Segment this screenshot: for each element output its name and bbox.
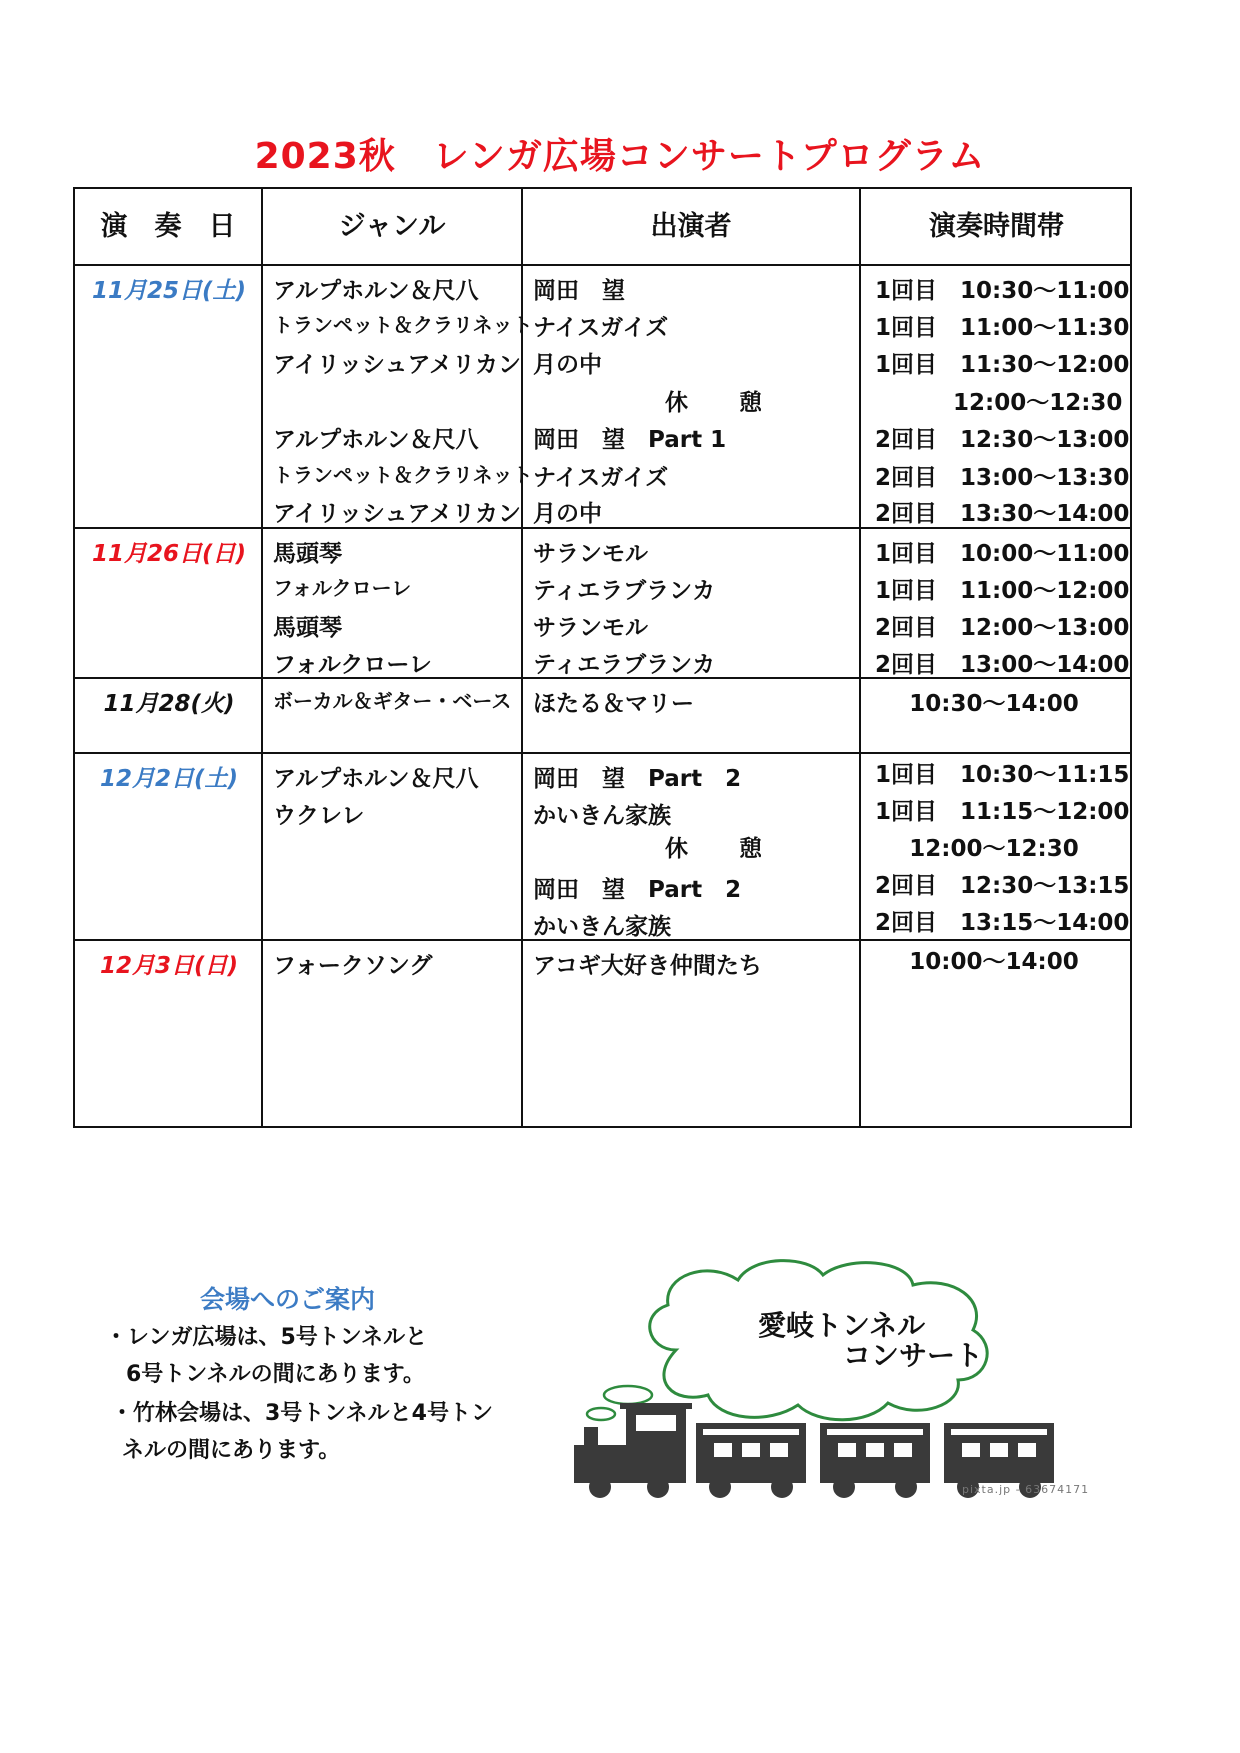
day-section-1203 — [75, 941, 1130, 1126]
date-label: 11月26日(日) — [91, 541, 247, 567]
performer: ナイスガイズ — [533, 315, 669, 341]
day-section-1126 — [75, 529, 1130, 679]
genre: ウクレレ — [273, 803, 365, 829]
performer: ティエラブランカ — [533, 652, 716, 678]
time-slot: 1回目 10:00～11:00 — [875, 541, 1130, 567]
time-slot: 2回目 12:30～13:15 — [875, 873, 1130, 899]
train-car-icon — [820, 1423, 930, 1498]
image-credit: pixta.jp - 63674171 — [962, 1483, 1090, 1496]
time-slot: 12:00～12:30 — [953, 390, 1123, 416]
time-slot: 1回目 11:30～12:00 — [875, 352, 1130, 378]
genre: フォークソング — [273, 953, 433, 979]
genre: アイリッシュアメリカン — [273, 501, 521, 527]
genre: フォルクローレ — [273, 652, 432, 678]
break-label: 休 憩 — [665, 836, 776, 862]
genre: 馬頭琴 — [273, 541, 342, 567]
performer: サランモル — [533, 615, 648, 641]
time-slot: 2回目 13:00～14:00 — [875, 652, 1130, 678]
time-slot: 12:00～12:30 — [909, 836, 1079, 862]
time-slot: 10:00～14:00 — [909, 949, 1079, 975]
time-slot: 1回目 10:30～11:15 — [875, 762, 1130, 788]
genre: 馬頭琴 — [273, 615, 342, 641]
performer: 岡田 望 Part 1 — [533, 427, 727, 453]
performer: 岡田 望 Part 2 — [533, 877, 742, 903]
cloud-text-line2: コンサート — [843, 1339, 984, 1372]
date-label: 12月2日(土) — [99, 766, 239, 792]
genre: ボーカル＆ギター・ベース — [273, 689, 512, 713]
time-slot: 1回目 11:00～11:30 — [875, 315, 1130, 341]
time-slot: 2回目 13:00～13:30 — [875, 465, 1130, 491]
time-slot: 2回目 12:00～13:00 — [875, 615, 1130, 641]
time-slot: 2回目 13:15～14:00 — [875, 910, 1130, 936]
time-slot: 2回目 13:30～14:00 — [875, 501, 1130, 527]
program-table — [73, 187, 1132, 1128]
header-time: 演奏時間帯 — [929, 211, 1064, 242]
guide-line: ・竹林会場は、3号トンネルと4号トン — [111, 1401, 493, 1426]
performer: アコギ大好き仲間たち — [533, 953, 762, 979]
train-car-icon — [696, 1423, 806, 1498]
performer: ナイスガイズ — [533, 465, 669, 491]
performer: 月の中 — [533, 501, 602, 527]
header-performer: 出演者 — [650, 211, 732, 242]
table-header — [75, 189, 1130, 266]
guide-title: 会場へのご案内 — [200, 1285, 376, 1314]
genre: アルプホルン＆尺八 — [273, 427, 479, 453]
performer: 岡田 望 Part 2 — [533, 766, 742, 792]
day-section-1125 — [75, 266, 1130, 529]
performer: かいきん家族 — [533, 803, 671, 829]
date-label: 11月28(火) — [103, 691, 235, 717]
genre: アルプホルン＆尺八 — [273, 766, 479, 792]
genre: アルプホルン＆尺八 — [273, 278, 479, 304]
date-label: 11月25日(土) — [91, 278, 247, 304]
time-slot: 1回目 10:30～11:00 — [875, 278, 1130, 304]
cloud-text-line1: 愛岐トンネル — [758, 1309, 926, 1342]
genre: トランペット＆クラリネット — [273, 313, 533, 337]
day-section-1128 — [75, 679, 1130, 754]
genre: トランペット＆クラリネット — [273, 463, 533, 487]
performer: 岡田 望 — [533, 278, 625, 304]
genre: フォルクローレ — [273, 576, 412, 600]
performer: サランモル — [533, 541, 648, 567]
time-slot: 2回目 12:30～13:00 — [875, 427, 1130, 453]
day-section-1202 — [75, 754, 1130, 941]
time-slot: 1回目 11:15～12:00 — [875, 799, 1130, 825]
page-title: 2023秋 レンガ広場コンサートプログラム — [254, 136, 986, 177]
header-date: 演 奏 日 — [100, 211, 236, 242]
time-slot: 10:30～14:00 — [909, 691, 1079, 717]
header-genre: ジャンル — [338, 211, 446, 242]
train-cloud-illustration — [568, 1255, 1128, 1505]
performer: ほたる＆マリー — [533, 691, 694, 717]
performer: かいきん家族 — [533, 914, 671, 940]
genre: アイリッシュアメリカン — [273, 352, 521, 378]
guide-line: ・レンガ広場は、5号トンネルと — [105, 1325, 428, 1350]
guide-line: ネルの間にあります。 — [122, 1438, 341, 1463]
guide-line: 6号トンネルの間にあります。 — [126, 1362, 425, 1387]
performer: 月の中 — [533, 352, 602, 378]
performer: ティエラブランカ — [533, 578, 716, 604]
break-label: 休 憩 — [665, 390, 776, 416]
time-slot: 1回目 11:00～12:00 — [875, 578, 1130, 604]
date-label: 12月3日(日) — [99, 953, 239, 979]
